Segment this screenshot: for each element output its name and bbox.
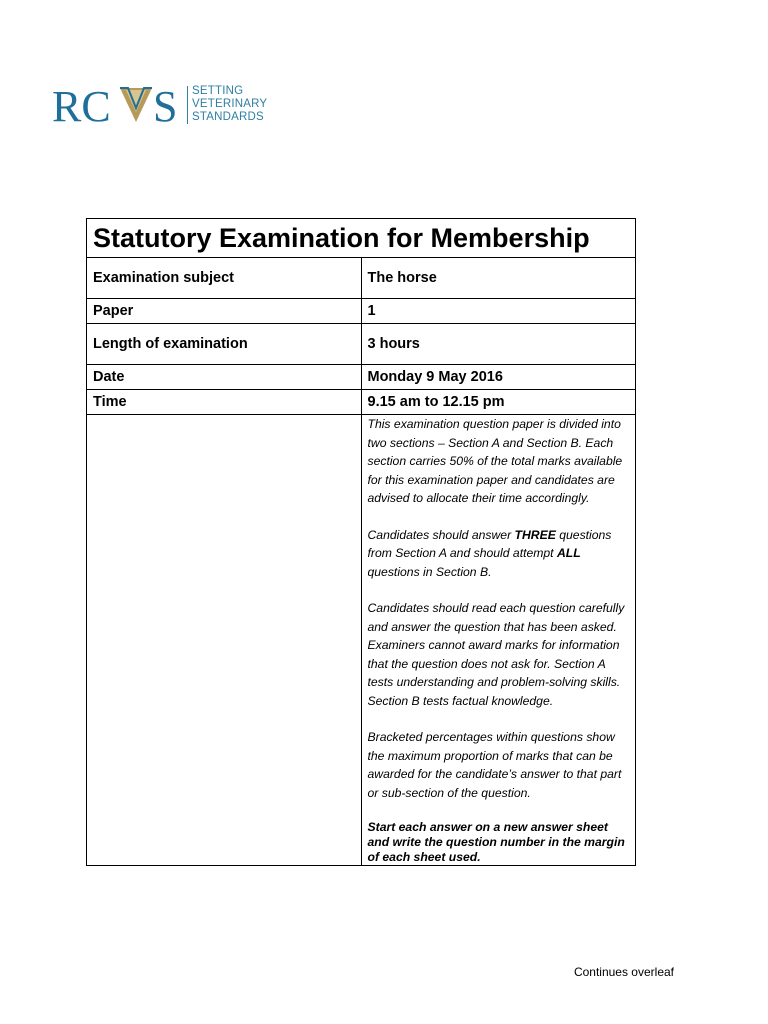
instruction-paragraph: Bracketed percentages within questions show the maximum proportion of marks that can be awarded for the candidate’s answer to that part or sub-section of the question. bbox=[367, 730, 622, 800]
row-label: Examination subject bbox=[87, 258, 362, 299]
instruction-paragraph: Start each answer on a new answer sheet and write the question number in the margin of each sheet used. bbox=[367, 820, 625, 864]
table-row bbox=[87, 365, 636, 390]
instruction-emphasis: ALL bbox=[556, 546, 581, 560]
exam-title: Statutory Examination for Membership bbox=[87, 219, 636, 258]
row-label: Date bbox=[87, 365, 362, 390]
instruction-text: questions from Section A and should attempt bbox=[367, 527, 612, 560]
empty-cell bbox=[87, 415, 362, 866]
instruction-paragraph bbox=[368, 526, 630, 582]
row-value: 3 hours bbox=[361, 324, 636, 365]
instruction-paragraph: This examination question paper is divided into two sections – Section A and Section B. Each section carries 50% of the total marks available for this examination paper and candidates are advised to allocate their time accordingly. bbox=[367, 417, 623, 505]
row-label: Time bbox=[87, 390, 362, 415]
logo-divider bbox=[187, 86, 188, 124]
row-value: 1 bbox=[361, 299, 636, 324]
row-value: 9.15 am to 12.15 pm bbox=[361, 390, 636, 415]
instruction-text: questions in Section B. bbox=[367, 564, 492, 579]
row-value: Monday 9 May 2016 bbox=[361, 365, 636, 390]
instruction-text: Candidates should answer bbox=[367, 527, 515, 542]
row-label: Length of examination bbox=[87, 324, 362, 365]
instruction-paragraph: Candidates should read each question carefully and answer the question that has been asked. Examiners cannot award marks for information that the question does not ask for. Section A tests understanding and problem-solving skills. Section B tests factual knowledge. bbox=[367, 601, 625, 708]
logo-tagline-line: SETTING bbox=[192, 85, 244, 97]
svg-text:RC: RC bbox=[52, 82, 111, 128]
table-row bbox=[87, 299, 636, 324]
instruction-emphasis: THREE bbox=[514, 527, 556, 542]
instructions bbox=[361, 415, 636, 866]
continues-overleaf: Continues overleaf bbox=[573, 965, 674, 979]
exam-details-table bbox=[86, 218, 636, 866]
rcvs-logo-mark bbox=[52, 82, 192, 128]
logo-tagline-line: VETERINARY bbox=[192, 98, 268, 110]
row-value: The horse bbox=[361, 258, 636, 299]
row-label: Paper bbox=[87, 299, 362, 324]
svg-text:S: S bbox=[153, 82, 178, 128]
table-row bbox=[87, 324, 636, 365]
logo-tagline bbox=[192, 85, 332, 124]
table-row bbox=[87, 390, 636, 415]
table-row bbox=[87, 258, 636, 299]
logo-tagline-line: STANDARDS bbox=[192, 111, 264, 123]
table-row bbox=[87, 415, 636, 866]
